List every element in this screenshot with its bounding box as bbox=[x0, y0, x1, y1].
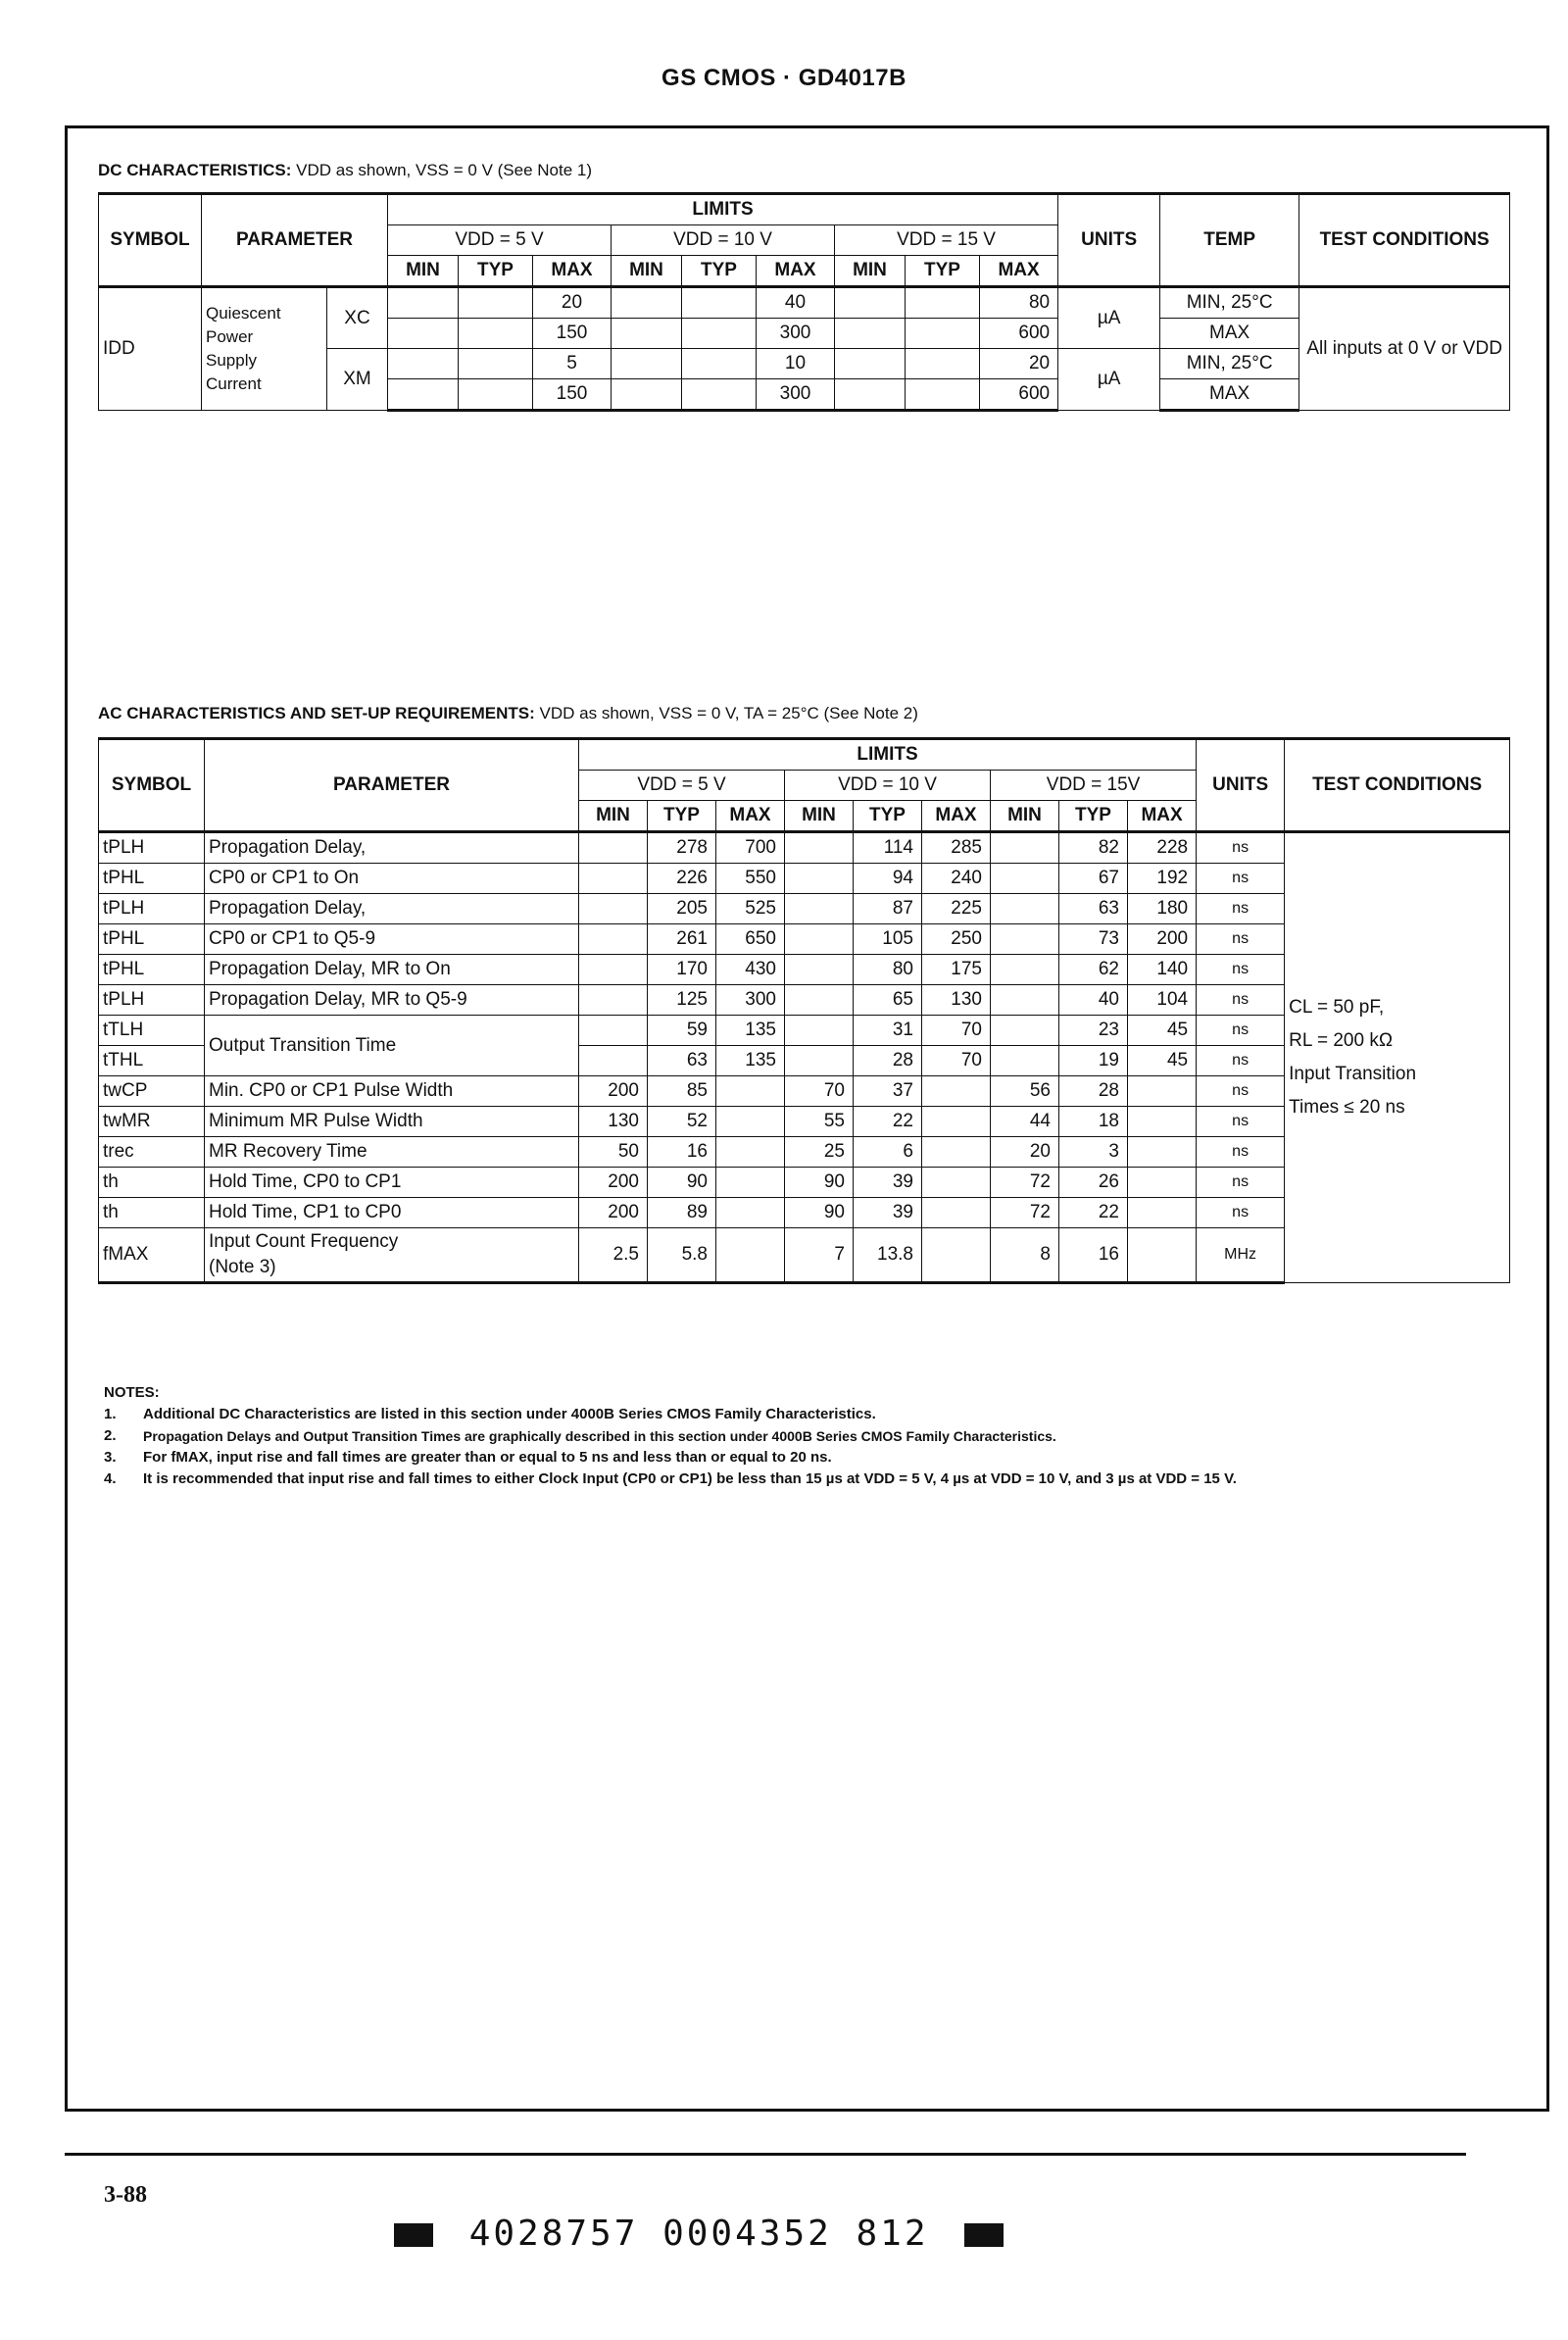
dc-title: DC CHARACTERISTICS: bbox=[98, 161, 292, 179]
ac-cell bbox=[922, 1076, 991, 1107]
dc-parameter-line: Supply bbox=[206, 351, 257, 370]
ac-cell: 55 bbox=[785, 1107, 854, 1137]
dc-cell: 300 bbox=[757, 319, 835, 349]
ac-cell: 175 bbox=[922, 955, 991, 985]
ac-test-condition-line: RL = 200 kΩ bbox=[1289, 1030, 1394, 1051]
ac-cell: 200 bbox=[579, 1198, 648, 1228]
note-number: 4. bbox=[104, 1470, 117, 1487]
ac-cell: 90 bbox=[785, 1168, 854, 1198]
dc-header-typ: TYP bbox=[459, 256, 533, 287]
dc-temp: MAX bbox=[1160, 319, 1299, 349]
ac-cell bbox=[991, 864, 1059, 894]
ac-units: ns bbox=[1197, 1198, 1285, 1228]
ac-cell: 18 bbox=[1059, 1107, 1128, 1137]
ac-header-test-conditions: TEST CONDITIONS bbox=[1285, 739, 1510, 832]
ac-cell: 94 bbox=[854, 864, 922, 894]
ac-cell: 170 bbox=[648, 955, 716, 985]
ac-cell: 5.8 bbox=[648, 1228, 716, 1283]
ac-parameter: Minimum MR Pulse Width bbox=[205, 1107, 579, 1137]
ac-cell: 28 bbox=[854, 1046, 922, 1076]
dc-cell bbox=[682, 287, 757, 319]
dc-cell bbox=[906, 349, 980, 379]
ac-cell: 261 bbox=[648, 924, 716, 955]
ac-symbol: trec bbox=[99, 1137, 205, 1168]
ac-units: ns bbox=[1197, 1046, 1285, 1076]
note-item bbox=[104, 1425, 1535, 1447]
dc-cell: 40 bbox=[757, 287, 835, 319]
ac-cell: 13.8 bbox=[854, 1228, 922, 1283]
dc-cell bbox=[906, 319, 980, 349]
ac-units: ns bbox=[1197, 832, 1285, 864]
ac-cell: 140 bbox=[1128, 955, 1197, 985]
ac-cell: 90 bbox=[785, 1198, 854, 1228]
ac-cell: 44 bbox=[991, 1107, 1059, 1137]
dc-test-conditions: All inputs at 0 V or VDD bbox=[1299, 287, 1510, 411]
ac-symbol: tTHL bbox=[99, 1046, 205, 1076]
ac-units: ns bbox=[1197, 955, 1285, 985]
note-number: 1. bbox=[104, 1406, 117, 1422]
ac-header-typ: TYP bbox=[854, 801, 922, 832]
ac-cell bbox=[785, 985, 854, 1016]
ac-header-vdd15: VDD = 15V bbox=[991, 771, 1197, 801]
page-number: 3-88 bbox=[104, 2182, 147, 2208]
barcode bbox=[382, 2214, 1015, 2254]
ac-symbol: tPLH bbox=[99, 985, 205, 1016]
dc-cell bbox=[612, 379, 682, 411]
ac-table-body bbox=[99, 832, 1510, 1283]
dc-symbol: IDD bbox=[99, 287, 202, 411]
dc-header-min: MIN bbox=[612, 256, 682, 287]
notes-title: NOTES: bbox=[104, 1384, 160, 1401]
dc-header-typ: TYP bbox=[906, 256, 980, 287]
ac-test-conditions bbox=[1285, 832, 1510, 1283]
dc-header-symbol: SYMBOL bbox=[99, 194, 202, 287]
dc-cell bbox=[459, 287, 533, 319]
ac-units: ns bbox=[1197, 1168, 1285, 1198]
dc-cell bbox=[612, 349, 682, 379]
ac-symbol: twMR bbox=[99, 1107, 205, 1137]
ac-cell: 6 bbox=[854, 1137, 922, 1168]
ac-cell: 72 bbox=[991, 1168, 1059, 1198]
ac-cell: 225 bbox=[922, 894, 991, 924]
ac-parameter: CP0 or CP1 to On bbox=[205, 864, 579, 894]
ac-cell bbox=[1128, 1076, 1197, 1107]
ac-cell: 28 bbox=[1059, 1076, 1128, 1107]
ac-cell: 130 bbox=[922, 985, 991, 1016]
ac-header-min: MIN bbox=[579, 801, 648, 832]
ac-symbol: tPHL bbox=[99, 924, 205, 955]
dc-cell bbox=[835, 379, 906, 411]
ac-header-min: MIN bbox=[991, 801, 1059, 832]
ac-cell: 278 bbox=[648, 832, 716, 864]
ac-cell: 240 bbox=[922, 864, 991, 894]
dc-cell bbox=[835, 287, 906, 319]
notes-section bbox=[104, 1382, 1535, 1490]
ac-cell bbox=[579, 1016, 648, 1046]
ac-cell: 23 bbox=[1059, 1016, 1128, 1046]
ac-cell: 50 bbox=[579, 1137, 648, 1168]
dc-cell bbox=[612, 287, 682, 319]
ac-cell: 180 bbox=[1128, 894, 1197, 924]
ac-parameter: Propagation Delay, bbox=[205, 832, 579, 864]
dc-header-typ: TYP bbox=[682, 256, 757, 287]
dc-header-min: MIN bbox=[388, 256, 459, 287]
ac-cell: 37 bbox=[854, 1076, 922, 1107]
dc-cell bbox=[835, 319, 906, 349]
dc-temp: MIN, 25°C bbox=[1160, 349, 1299, 379]
ac-cell: 192 bbox=[1128, 864, 1197, 894]
note-number: 2. bbox=[104, 1427, 117, 1444]
ac-symbol: tPHL bbox=[99, 955, 205, 985]
ac-symbol: th bbox=[99, 1198, 205, 1228]
dc-header-vdd10: VDD = 10 V bbox=[612, 225, 835, 256]
ac-cell bbox=[785, 1046, 854, 1076]
dc-header-limits: LIMITS bbox=[388, 194, 1058, 225]
ac-cell bbox=[716, 1198, 785, 1228]
ac-parameter bbox=[205, 1228, 579, 1283]
ac-header-parameter: PARAMETER bbox=[205, 739, 579, 832]
bottom-rule bbox=[65, 2153, 1466, 2156]
ac-test-condition-line: Times ≤ 20 ns bbox=[1289, 1097, 1405, 1118]
ac-cell: 63 bbox=[648, 1046, 716, 1076]
dc-units-xm: µA bbox=[1058, 349, 1160, 411]
note-item bbox=[104, 1404, 1535, 1425]
ac-symbol: tPLH bbox=[99, 894, 205, 924]
dc-cell bbox=[388, 287, 459, 319]
dc-cell bbox=[835, 349, 906, 379]
dc-cell bbox=[906, 287, 980, 319]
ac-cell bbox=[991, 1016, 1059, 1046]
dc-parameter-line: Current bbox=[206, 374, 262, 393]
ac-cell: 200 bbox=[1128, 924, 1197, 955]
dc-cell bbox=[388, 319, 459, 349]
ac-parameter: Output Transition Time bbox=[205, 1016, 579, 1076]
ac-header-vdd5: VDD = 5 V bbox=[579, 771, 785, 801]
dc-cell bbox=[388, 349, 459, 379]
dc-header-min: MIN bbox=[835, 256, 906, 287]
dc-cell: 600 bbox=[980, 379, 1058, 411]
ac-cell bbox=[579, 985, 648, 1016]
ac-cell bbox=[1128, 1198, 1197, 1228]
ac-cell: 73 bbox=[1059, 924, 1128, 955]
ac-cell bbox=[785, 864, 854, 894]
ac-cell: 226 bbox=[648, 864, 716, 894]
ac-cell bbox=[579, 894, 648, 924]
dc-cell: 20 bbox=[980, 349, 1058, 379]
ac-parameter: Propagation Delay, MR to Q5-9 bbox=[205, 985, 579, 1016]
ac-cell bbox=[1128, 1228, 1197, 1283]
ac-header-symbol: SYMBOL bbox=[99, 739, 205, 832]
dc-temp: MAX bbox=[1160, 379, 1299, 411]
dc-cell bbox=[612, 319, 682, 349]
ac-header-max: MAX bbox=[1128, 801, 1197, 832]
ac-cell: 89 bbox=[648, 1198, 716, 1228]
ac-parameter-line: (Note 3) bbox=[209, 1257, 276, 1277]
ac-cell: 70 bbox=[922, 1016, 991, 1046]
dc-cell: 5 bbox=[533, 349, 612, 379]
ac-cell: 135 bbox=[716, 1016, 785, 1046]
ac-cell: 19 bbox=[1059, 1046, 1128, 1076]
ac-cell: 40 bbox=[1059, 985, 1128, 1016]
ac-cell bbox=[922, 1228, 991, 1283]
ac-cell bbox=[579, 924, 648, 955]
ac-cell: 70 bbox=[922, 1046, 991, 1076]
dc-group-xm: XM bbox=[327, 349, 388, 411]
ac-cell: 550 bbox=[716, 864, 785, 894]
dc-header-units: UNITS bbox=[1058, 194, 1160, 287]
barcode-text: 4028757 0004352 812 bbox=[468, 2214, 929, 2254]
ac-parameter: MR Recovery Time bbox=[205, 1137, 579, 1168]
ac-cell: 25 bbox=[785, 1137, 854, 1168]
ac-cell bbox=[1128, 1107, 1197, 1137]
ac-header-vdd10: VDD = 10 V bbox=[785, 771, 991, 801]
ac-test-condition-line: CL = 50 pF, bbox=[1289, 997, 1385, 1018]
ac-symbol: th bbox=[99, 1168, 205, 1198]
dc-cell bbox=[682, 319, 757, 349]
ac-cell bbox=[991, 832, 1059, 864]
dc-section-title bbox=[98, 161, 592, 180]
ac-units: ns bbox=[1197, 864, 1285, 894]
ac-cell: 285 bbox=[922, 832, 991, 864]
dc-temp: MIN, 25°C bbox=[1160, 287, 1299, 319]
ac-cell bbox=[991, 955, 1059, 985]
ac-cell: 114 bbox=[854, 832, 922, 864]
ac-cell bbox=[922, 1198, 991, 1228]
ac-cell: 80 bbox=[854, 955, 922, 985]
ac-header-max: MAX bbox=[922, 801, 991, 832]
ac-cell: 104 bbox=[1128, 985, 1197, 1016]
ac-cell bbox=[579, 864, 648, 894]
ac-units: ns bbox=[1197, 985, 1285, 1016]
ac-cell: 200 bbox=[579, 1168, 648, 1198]
ac-symbol: tTLH bbox=[99, 1016, 205, 1046]
ac-units: MHz bbox=[1197, 1228, 1285, 1283]
dc-header-vdd5: VDD = 5 V bbox=[388, 225, 612, 256]
ac-parameter: Hold Time, CP0 to CP1 bbox=[205, 1168, 579, 1198]
ac-cell: 200 bbox=[579, 1076, 648, 1107]
ac-cell: 39 bbox=[854, 1198, 922, 1228]
ac-cell bbox=[716, 1228, 785, 1283]
ac-cell bbox=[579, 955, 648, 985]
ac-cell bbox=[991, 924, 1059, 955]
ac-header-limits: LIMITS bbox=[579, 739, 1197, 771]
ac-section-title bbox=[98, 704, 918, 723]
ac-cell bbox=[716, 1137, 785, 1168]
dc-condition: VDD as shown, VSS = 0 V (See Note 1) bbox=[296, 161, 593, 179]
dc-header-temp: TEMP bbox=[1160, 194, 1299, 287]
ac-cell: 3 bbox=[1059, 1137, 1128, 1168]
note-item bbox=[104, 1469, 1535, 1490]
ac-units: ns bbox=[1197, 1016, 1285, 1046]
ac-parameter: Propagation Delay, MR to On bbox=[205, 955, 579, 985]
note-text: It is recommended that input rise and fall times to either Clock Input (CP0 or CP1) be less than 15 µs at VDD = 5 V, 4 µs at VDD = 10 V, and 3 µs at VDD = 15 V. bbox=[143, 1470, 1237, 1487]
ac-cell bbox=[922, 1137, 991, 1168]
ac-cell bbox=[716, 1168, 785, 1198]
dc-cell: 600 bbox=[980, 319, 1058, 349]
dc-header-test-conditions: TEST CONDITIONS bbox=[1299, 194, 1510, 287]
ac-cell: 22 bbox=[854, 1107, 922, 1137]
ac-cell: 20 bbox=[991, 1137, 1059, 1168]
ac-cell bbox=[716, 1107, 785, 1137]
dc-cell: 300 bbox=[757, 379, 835, 411]
ac-cell: 45 bbox=[1128, 1046, 1197, 1076]
dc-cell bbox=[682, 349, 757, 379]
dc-header-parameter: PARAMETER bbox=[202, 194, 388, 287]
ac-cell bbox=[991, 1046, 1059, 1076]
dc-header-max: MAX bbox=[757, 256, 835, 287]
dc-cell: 80 bbox=[980, 287, 1058, 319]
ac-cell: 7 bbox=[785, 1228, 854, 1283]
ac-cell: 45 bbox=[1128, 1016, 1197, 1046]
ac-units: ns bbox=[1197, 1076, 1285, 1107]
ac-characteristics-table bbox=[98, 737, 1510, 1284]
ac-cell: 65 bbox=[854, 985, 922, 1016]
ac-header-units: UNITS bbox=[1197, 739, 1285, 832]
ac-cell: 228 bbox=[1128, 832, 1197, 864]
dc-cell: 10 bbox=[757, 349, 835, 379]
ac-parameter-line: Input Count Frequency bbox=[209, 1231, 399, 1252]
ac-symbol: fMAX bbox=[99, 1228, 205, 1283]
dc-units-xc: µA bbox=[1058, 287, 1160, 349]
ac-cell: 22 bbox=[1059, 1198, 1128, 1228]
note-number: 3. bbox=[104, 1449, 117, 1466]
ac-cell: 130 bbox=[579, 1107, 648, 1137]
ac-cell bbox=[991, 985, 1059, 1016]
dc-parameter bbox=[202, 287, 327, 411]
barcode-block-icon bbox=[394, 2223, 433, 2247]
ac-cell bbox=[579, 1046, 648, 1076]
ac-cell: 82 bbox=[1059, 832, 1128, 864]
ac-parameter: CP0 or CP1 to Q5-9 bbox=[205, 924, 579, 955]
ac-cell bbox=[785, 894, 854, 924]
ac-table-row bbox=[99, 832, 1510, 864]
ac-header-max: MAX bbox=[716, 801, 785, 832]
ac-units: ns bbox=[1197, 1137, 1285, 1168]
ac-header-typ: TYP bbox=[1059, 801, 1128, 832]
ac-cell: 52 bbox=[648, 1107, 716, 1137]
ac-cell: 205 bbox=[648, 894, 716, 924]
ac-cell: 56 bbox=[991, 1076, 1059, 1107]
ac-cell bbox=[922, 1168, 991, 1198]
ac-symbol: tPHL bbox=[99, 864, 205, 894]
ac-symbol: tPLH bbox=[99, 832, 205, 864]
barcode-block-icon bbox=[964, 2223, 1004, 2247]
note-text: For fMAX, input rise and fall times are greater than or equal to 5 ns and less than or equal to 20 ns. bbox=[143, 1449, 832, 1466]
note-item bbox=[104, 1447, 1535, 1469]
ac-cell: 135 bbox=[716, 1046, 785, 1076]
ac-cell: 2.5 bbox=[579, 1228, 648, 1283]
ac-title: AC CHARACTERISTICS AND SET-UP REQUIREMENTS: bbox=[98, 704, 535, 722]
ac-cell bbox=[1128, 1168, 1197, 1198]
ac-cell: 70 bbox=[785, 1076, 854, 1107]
ac-cell bbox=[785, 955, 854, 985]
ac-cell: 85 bbox=[648, 1076, 716, 1107]
ac-units: ns bbox=[1197, 924, 1285, 955]
note-text: Propagation Delays and Output Transition Times are graphically described in this section under 4000B Series CMOS Family Characteristics. bbox=[143, 1428, 1056, 1444]
ac-cell: 31 bbox=[854, 1016, 922, 1046]
dc-cell: 150 bbox=[533, 379, 612, 411]
ac-condition: VDD as shown, VSS = 0 V, TA = 25°C (See Note 2) bbox=[539, 704, 918, 722]
dc-group-xc: XC bbox=[327, 287, 388, 349]
ac-cell: 430 bbox=[716, 955, 785, 985]
ac-parameter: Min. CP0 or CP1 Pulse Width bbox=[205, 1076, 579, 1107]
ac-cell bbox=[785, 832, 854, 864]
dc-cell: 150 bbox=[533, 319, 612, 349]
ac-cell: 72 bbox=[991, 1198, 1059, 1228]
ac-cell bbox=[922, 1107, 991, 1137]
ac-cell bbox=[785, 1016, 854, 1046]
ac-cell: 700 bbox=[716, 832, 785, 864]
ac-cell: 39 bbox=[854, 1168, 922, 1198]
dc-parameter-line: Power bbox=[206, 327, 254, 346]
ac-cell: 125 bbox=[648, 985, 716, 1016]
ac-header-typ: TYP bbox=[648, 801, 716, 832]
ac-cell: 62 bbox=[1059, 955, 1128, 985]
ac-cell: 90 bbox=[648, 1168, 716, 1198]
dc-header-max: MAX bbox=[980, 256, 1058, 287]
ac-cell: 300 bbox=[716, 985, 785, 1016]
ac-cell: 59 bbox=[648, 1016, 716, 1046]
ac-cell: 250 bbox=[922, 924, 991, 955]
ac-parameter: Hold Time, CP1 to CP0 bbox=[205, 1198, 579, 1228]
ac-cell: 16 bbox=[1059, 1228, 1128, 1283]
ac-cell: 67 bbox=[1059, 864, 1128, 894]
ac-cell: 16 bbox=[648, 1137, 716, 1168]
ac-cell: 63 bbox=[1059, 894, 1128, 924]
ac-units: ns bbox=[1197, 1107, 1285, 1137]
ac-parameter: Propagation Delay, bbox=[205, 894, 579, 924]
dc-cell bbox=[459, 349, 533, 379]
ac-cell: 8 bbox=[991, 1228, 1059, 1283]
ac-test-condition-line: Input Transition bbox=[1289, 1064, 1417, 1084]
ac-cell bbox=[991, 894, 1059, 924]
ac-cell bbox=[785, 924, 854, 955]
dc-cell bbox=[459, 379, 533, 411]
dc-characteristics-table bbox=[98, 192, 1510, 412]
ac-cell bbox=[716, 1076, 785, 1107]
ac-cell: 525 bbox=[716, 894, 785, 924]
dc-cell bbox=[906, 379, 980, 411]
dc-cell: 20 bbox=[533, 287, 612, 319]
page-header: GS CMOS · GD4017B bbox=[662, 65, 906, 91]
dc-header-vdd15: VDD = 15 V bbox=[835, 225, 1058, 256]
dc-header-max: MAX bbox=[533, 256, 612, 287]
note-text: Additional DC Characteristics are listed in this section under 4000B Series CMOS Family Characteristics. bbox=[143, 1406, 876, 1422]
ac-cell: 105 bbox=[854, 924, 922, 955]
dc-cell bbox=[388, 379, 459, 411]
ac-cell: 650 bbox=[716, 924, 785, 955]
dc-cell bbox=[459, 319, 533, 349]
ac-cell bbox=[579, 832, 648, 864]
ac-header-min: MIN bbox=[785, 801, 854, 832]
dc-cell bbox=[682, 379, 757, 411]
ac-symbol: twCP bbox=[99, 1076, 205, 1107]
dc-parameter-line: Quiescent bbox=[206, 304, 281, 323]
ac-cell bbox=[1128, 1137, 1197, 1168]
ac-cell: 87 bbox=[854, 894, 922, 924]
ac-cell: 26 bbox=[1059, 1168, 1128, 1198]
ac-units: ns bbox=[1197, 894, 1285, 924]
